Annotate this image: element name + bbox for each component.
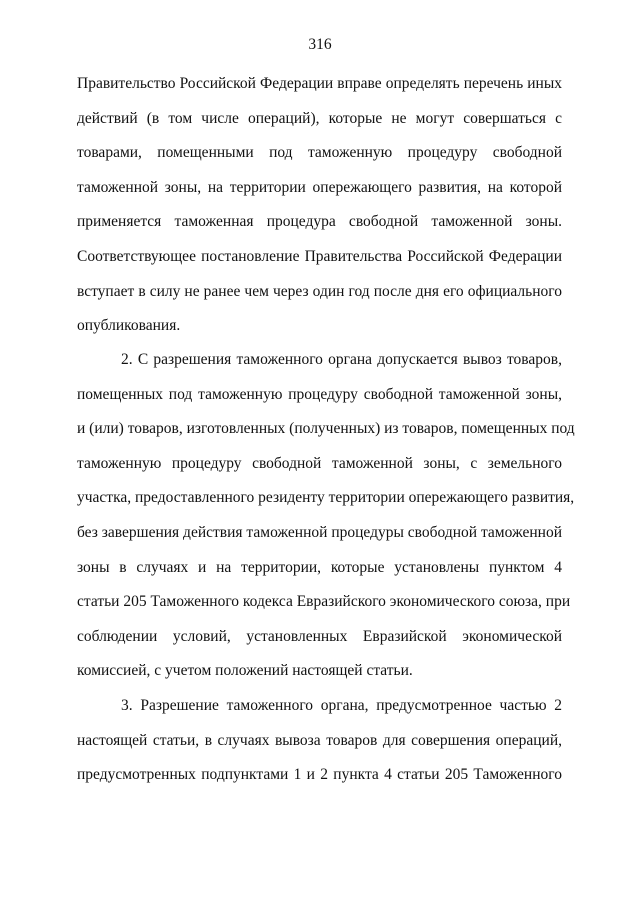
text-line: соблюдении условий, установленных Евразийской экономической bbox=[77, 627, 562, 645]
text-line: участка, предоставленного резиденту территории опережающего развития, bbox=[77, 489, 575, 507]
text-line: комиссией, с учетом положений настоящей статьи. bbox=[77, 662, 413, 680]
text-line: вступает в силу не ранее чем через один год после дня его официального bbox=[77, 282, 562, 300]
paragraph-3 bbox=[77, 689, 562, 793]
text-line: таможенной зоны, на территории опережающего развития, на которой bbox=[77, 178, 562, 196]
text-line: таможенную процедуру свободной таможенной зоны, с земельного bbox=[77, 454, 562, 472]
text-line: помещенных под таможенную процедуру свободной таможенной зоны, bbox=[77, 385, 562, 403]
text-line: действий (в том числе операций), которые не могут совершаться с bbox=[77, 109, 562, 127]
text-line: товарами, помещенными под таможенную процедуру свободной bbox=[77, 144, 562, 162]
text-line: без завершения действия таможенной процедуры свободной таможенной bbox=[77, 523, 562, 541]
text-line: опубликования. bbox=[77, 317, 181, 335]
text-line: 3. Разрешение таможенного органа, предусмотренное частью 2 bbox=[121, 697, 562, 714]
text-line: настоящей статьи, в случаях вывоза товаров для совершения операций, bbox=[77, 731, 562, 749]
text-line: и (или) товаров, изготовленных (полученных) из товаров, помещенных под bbox=[77, 420, 575, 438]
text-line: Правительство Российской Федерации вправе определять перечень иных bbox=[77, 75, 562, 92]
text-line: 2. С разрешения таможенного органа допускается вывоз товаров, bbox=[121, 351, 562, 368]
text-line: предусмотренных подпунктами 1 и 2 пункта 4 статьи 205 Таможенного bbox=[77, 766, 562, 784]
page-number: 316 bbox=[308, 36, 332, 53]
paragraph-2 bbox=[77, 343, 575, 689]
text-line: Соответствующее постановление Правительства Российской Федерации bbox=[77, 247, 562, 265]
paragraph-1 bbox=[77, 67, 562, 344]
text-line: статьи 205 Таможенного кодекса Евразийского экономического союза, при bbox=[77, 593, 571, 611]
text-line: зоны в случаях и на территории, которые установлены пунктом 4 bbox=[77, 558, 562, 576]
text-line: применяется таможенная процедура свободной таможенной зоны. bbox=[77, 213, 562, 231]
